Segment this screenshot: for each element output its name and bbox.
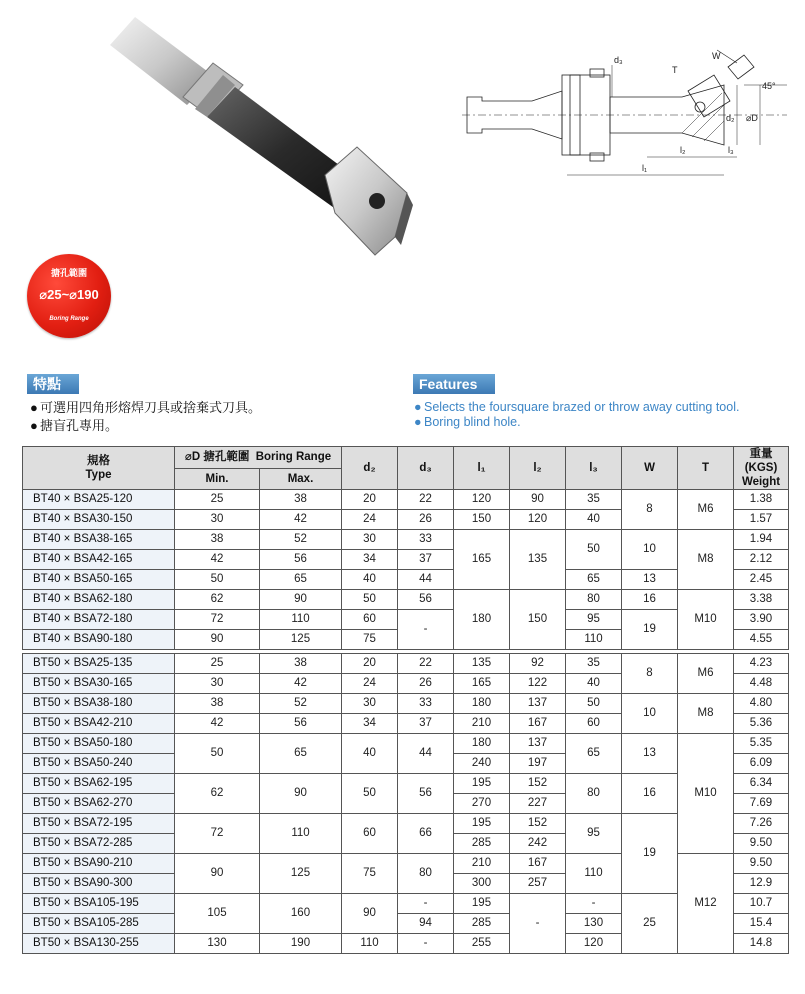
table-cell: 120 [510,510,566,530]
table-cell: 90 [510,490,566,510]
type-cell: BT40 × BSA25-120 [23,490,175,510]
header-d2: d₂ [342,447,398,490]
table-row [23,814,789,834]
table-cell: 90 [260,774,342,814]
table-cell: 50 [566,694,622,714]
table-cell: 135 [454,654,510,674]
table-cell: 35 [566,654,622,674]
label-angle: 45° [762,81,776,91]
table-cell: 33 [398,694,454,714]
table-cell: 195 [454,774,510,794]
table-cell: 15.4 [734,914,789,934]
header-l3: l₃ [566,447,622,490]
table-cell: 19 [622,610,678,650]
table-cell: 42 [175,550,260,570]
table-cell: 38 [260,654,342,674]
table-cell: 13 [622,734,678,774]
table-cell: 40 [342,570,398,590]
table-cell: - [398,894,454,914]
table-cell: 60 [342,610,398,630]
table-cell: 80 [566,590,622,610]
table-row [23,590,789,610]
table-cell: 9.50 [734,854,789,874]
label-t: T [672,65,678,75]
table-cell: 50 [175,570,260,590]
table-cell: 110 [566,854,622,894]
header-t: T [678,447,734,490]
table-cell: 150 [510,590,566,650]
table-cell: 130 [175,934,260,954]
table-cell: 62 [175,774,260,814]
table-cell: 270 [454,794,510,814]
table-cell: 80 [398,854,454,894]
table-cell: 25 [175,654,260,674]
features-en-list [414,400,739,430]
table-cell: 5.35 [734,734,789,754]
badge-title: 搪孔範圍 [50,268,87,278]
table-cell: 34 [342,714,398,734]
header-l2: l₂ [510,447,566,490]
table-cell: 42 [260,674,342,694]
header-min: Min. [175,468,260,490]
table-cell: 195 [454,814,510,834]
table-cell: 16 [622,590,678,610]
table-cell: 34 [342,550,398,570]
table-cell: 4.55 [734,630,789,650]
table-cell: 255 [454,934,510,954]
table-cell: M8 [678,530,734,590]
table-cell: - [398,610,454,650]
header-type: 規格 Type [23,447,175,490]
header-boring-range: ⌀D 搪孔範圍 Boring Range [175,447,342,469]
table-cell: 56 [398,590,454,610]
table-cell: 40 [342,734,398,774]
table-cell: 66 [398,814,454,854]
table-cell: M6 [678,654,734,694]
table-cell: 3.90 [734,610,789,630]
table-cell: 35 [566,490,622,510]
type-cell: BT40 × BSA50-165 [23,570,175,590]
table-cell: 40 [566,674,622,694]
table-cell: 110 [566,630,622,650]
table-cell: 180 [454,734,510,754]
table-cell: 8 [622,490,678,530]
table-cell: 65 [260,734,342,774]
table-cell: 25 [175,490,260,510]
table-cell: 30 [175,674,260,694]
table-cell: 44 [398,734,454,774]
table-cell: 52 [260,530,342,550]
label-d3: d₃ [614,55,623,65]
table-row [23,530,789,550]
table-cell: 50 [566,530,622,570]
table-cell: 20 [342,490,398,510]
table-cell: 257 [510,874,566,894]
table-cell: 210 [454,714,510,734]
table-cell: 20 [342,654,398,674]
table-cell: 4.48 [734,674,789,694]
table-cell: 10 [622,530,678,570]
type-cell: BT50 × BSA72-285 [23,834,175,854]
table-cell: 50 [342,590,398,610]
table-cell: 50 [342,774,398,814]
badge-range: ⌀25~⌀190 [39,287,99,302]
table-cell: 285 [454,914,510,934]
table-cell: 125 [260,854,342,894]
table-cell: 130 [566,914,622,934]
table-cell: 33 [398,530,454,550]
table-cell: 50 [175,734,260,774]
table-cell: 37 [398,714,454,734]
table-cell: 95 [566,814,622,854]
technical-drawing [462,45,797,185]
type-cell: BT50 × BSA62-195 [23,774,175,794]
table-cell: 285 [454,834,510,854]
table-cell: 30 [342,694,398,714]
table-cell: 65 [566,734,622,774]
features-zh-list [30,399,261,435]
table-cell: 137 [510,734,566,754]
table-cell: 105 [175,894,260,934]
table-cell: 2.45 [734,570,789,590]
header-d3: d₃ [398,447,454,490]
type-cell: BT50 × BSA25-135 [23,654,175,674]
table-cell: 65 [260,570,342,590]
table-cell: 160 [260,894,342,934]
product-photo [95,5,425,260]
table-cell: 26 [398,674,454,694]
type-cell: BT50 × BSA38-180 [23,694,175,714]
table-cell: 137 [510,694,566,714]
type-cell: BT50 × BSA130-255 [23,934,175,954]
table-cell: 120 [454,490,510,510]
table-cell: - [510,894,566,954]
features-en-title: Features [413,374,495,394]
table-cell: 42 [175,714,260,734]
type-cell: BT40 × BSA90-180 [23,630,175,650]
table-cell: 38 [175,530,260,550]
table-cell: 9.50 [734,834,789,854]
table-cell: 26 [398,510,454,530]
table-cell: 152 [510,814,566,834]
label-l1: l₁ [642,163,648,173]
header-weight: 重量 (KGS) Weight [734,447,789,490]
type-cell: BT50 × BSA50-240 [23,754,175,774]
label-l2: l₂ [680,145,686,155]
type-cell: BT50 × BSA50-180 [23,734,175,754]
list-item: ● Selects the foursquare brazed or throw away cutting tool. [414,400,740,414]
table-cell: 80 [566,774,622,814]
table-cell: 2.12 [734,550,789,570]
table-cell: 44 [398,570,454,590]
header-l1: l₁ [454,447,510,490]
table-cell: 300 [454,874,510,894]
table-cell: 90 [342,894,398,934]
table-cell: 120 [566,934,622,954]
table-cell: 3.38 [734,590,789,610]
table-cell: 1.38 [734,490,789,510]
type-cell: BT40 × BSA38-165 [23,530,175,550]
table-cell: 110 [342,934,398,954]
table-cell: 240 [454,754,510,774]
table-cell: 110 [260,610,342,630]
type-cell: BT50 × BSA30-165 [23,674,175,694]
table-cell: 62 [175,590,260,610]
type-cell: BT40 × BSA62-180 [23,590,175,610]
table-cell: 167 [510,714,566,734]
table-cell: 4.23 [734,654,789,674]
table-row [23,610,789,630]
table-cell: 167 [510,854,566,874]
table-cell: 56 [398,774,454,814]
table-cell: 75 [342,630,398,650]
table-cell: 37 [398,550,454,570]
table-cell: 24 [342,674,398,694]
table-cell: 90 [175,630,260,650]
table-cell: M10 [678,590,734,650]
table-cell: 242 [510,834,566,854]
table-cell: 10 [622,694,678,734]
type-cell: BT40 × BSA30-150 [23,510,175,530]
table-cell: 30 [342,530,398,550]
table-cell: 110 [260,814,342,854]
table-row [23,490,789,510]
table-cell: M12 [678,854,734,954]
table-cell: 22 [398,490,454,510]
table-cell: M10 [678,734,734,854]
table-row [23,570,789,590]
table-cell: - [398,934,454,954]
spec-table [22,446,789,954]
header-max: Max. [260,468,342,490]
table-cell: 180 [454,694,510,714]
list-item: ● 搪盲孔專用。 [30,418,119,433]
table-cell: 22 [398,654,454,674]
table-cell: 165 [454,674,510,694]
table-cell: 16 [622,774,678,814]
table-cell: 1.94 [734,530,789,550]
type-cell: BT40 × BSA42-165 [23,550,175,570]
table-cell: 1.57 [734,510,789,530]
table-cell: 195 [454,894,510,914]
table-cell: 56 [260,714,342,734]
table-row [23,894,789,914]
type-cell: BT50 × BSA90-210 [23,854,175,874]
table-cell: 152 [510,774,566,794]
table-cell: 24 [342,510,398,530]
table-cell: 165 [454,530,510,590]
badge-subtitle: Boring Range [49,316,89,322]
table-cell: 60 [566,714,622,734]
table-cell: 52 [260,694,342,714]
table-cell: 90 [260,590,342,610]
table-cell: 30 [175,510,260,530]
list-item: ● 可選用四角形熔焊刀具或捨棄式刀具。 [30,400,262,415]
type-cell: BT50 × BSA105-285 [23,914,175,934]
table-cell: 38 [175,694,260,714]
table-cell: 38 [260,490,342,510]
table-row [23,734,789,754]
type-cell: BT50 × BSA90-300 [23,874,175,894]
label-d: ⌀D [746,113,758,123]
type-cell: BT50 × BSA62-270 [23,794,175,814]
table-cell: 10.7 [734,894,789,914]
table-cell: 5.36 [734,714,789,734]
table-cell: 42 [260,510,342,530]
table-cell: 75 [342,854,398,894]
table-cell: 72 [175,610,260,630]
header-w: W [622,447,678,490]
table-cell: 190 [260,934,342,954]
table-cell: 125 [260,630,342,650]
table-cell: 25 [622,894,678,954]
table-cell: 94 [398,914,454,934]
table-cell: 60 [342,814,398,854]
type-cell: BT50 × BSA105-195 [23,894,175,914]
table-cell: 150 [454,510,510,530]
features-zh-title: 特點 [27,374,79,394]
table-cell: 72 [175,814,260,854]
table-row [23,694,789,714]
table-cell: M8 [678,694,734,734]
table-row [23,654,789,674]
table-cell: 6.09 [734,754,789,774]
table-cell: 180 [454,590,510,650]
table-cell: 90 [175,854,260,894]
list-item: ● Boring blind hole. [414,415,521,429]
table-cell: 95 [566,610,622,630]
table-cell: 56 [260,550,342,570]
boring-range-badge [27,254,111,338]
table-cell: 65 [566,570,622,590]
table-cell: 227 [510,794,566,814]
table-cell: 6.34 [734,774,789,794]
table-row [23,774,789,794]
table-cell: 7.69 [734,794,789,814]
table-cell: 210 [454,854,510,874]
table-cell: 40 [566,510,622,530]
table-cell: 122 [510,674,566,694]
table-cell: 92 [510,654,566,674]
label-l3: l₃ [728,145,734,155]
table-cell: 13 [622,570,678,590]
type-cell: BT40 × BSA72-180 [23,610,175,630]
table-cell: 4.80 [734,694,789,714]
label-w: W [712,51,721,61]
table-cell: 14.8 [734,934,789,954]
table-cell: 197 [510,754,566,774]
table-cell: M6 [678,490,734,530]
table-cell: 7.26 [734,814,789,834]
type-cell: BT50 × BSA72-195 [23,814,175,834]
table-cell: 19 [622,814,678,894]
table-cell: 8 [622,654,678,694]
table-cell: 12.9 [734,874,789,894]
table-cell: - [566,894,622,914]
label-d2: d₂ [726,113,735,123]
type-cell: BT50 × BSA42-210 [23,714,175,734]
table-cell: 135 [510,530,566,590]
